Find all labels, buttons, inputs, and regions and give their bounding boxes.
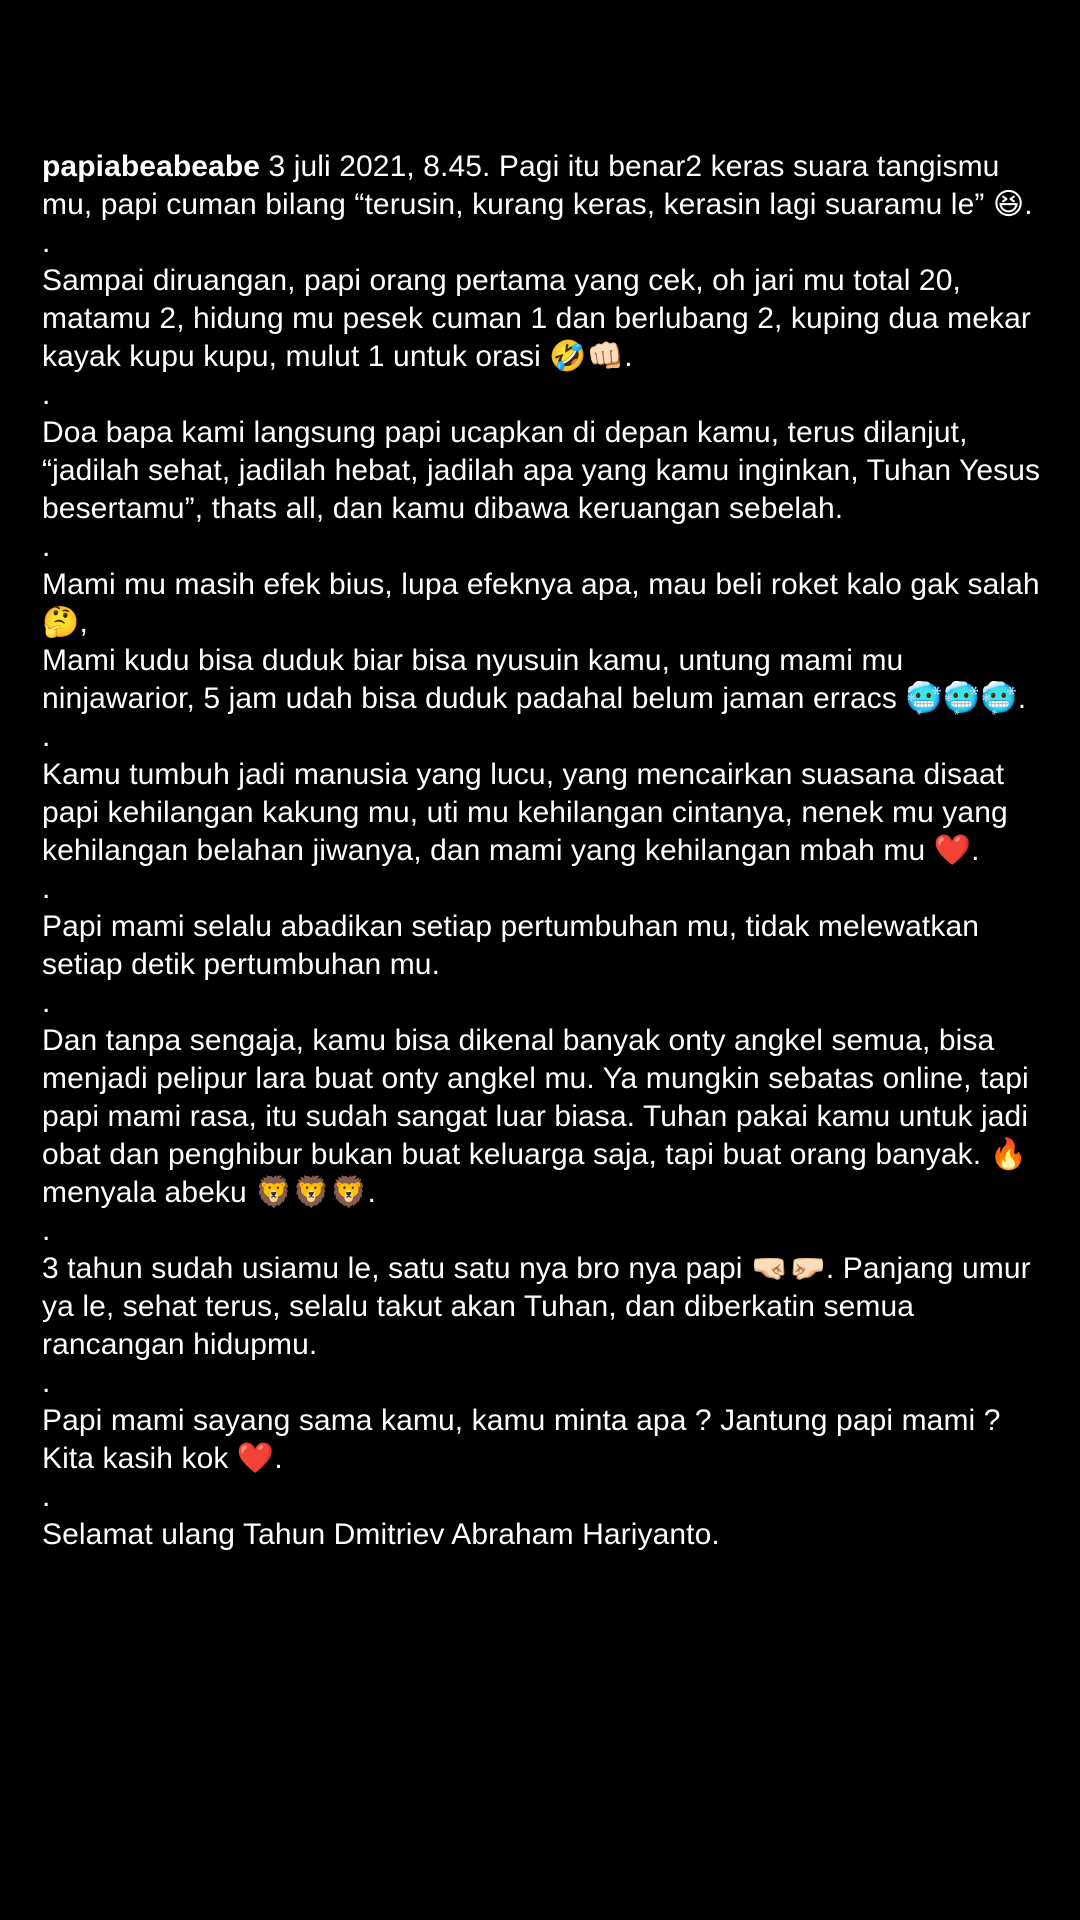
caption-paragraph: Selamat ulang Tahun Dmitriev Abraham Hariyanto. [42, 1518, 720, 1551]
caption-separator: . [42, 530, 51, 563]
caption-paragraph-1 [42, 148, 1042, 224]
caption-paragraph: Papi mami selalu abadikan setiap pertumbuhan mu, tidak melewatkan setiap detik pertumbuhan mu. [42, 910, 980, 981]
caption-separator: . [42, 1214, 51, 1247]
caption-separator: . [42, 872, 51, 905]
caption-paragraph: Sampai diruangan, papi orang pertama yang cek, oh jari mu total 20, matamu 2, hidung mu pesek cuman 1 dan berlubang 2, kuping dua mekar kayak kupu kupu, mulut 1 untuk orasi 🤣👊🏻. [42, 264, 1031, 373]
caption-separator: . [42, 378, 51, 411]
caption-paragraph: 3 tahun sudah usiamu le, satu satu nya bro nya papi 🤜🏻🤛🏻. Panjang umur ya le, sehat terus, selalu takut akan Tuhan, dan diberkatin semua rancangan hidupmu. [42, 1252, 1031, 1361]
caption-paragraph: Doa bapa kami langsung papi ucapkan di depan kamu, terus dilanjut, “jadilah sehat, jadilah hebat, jadilah apa yang kamu inginkan, Tuhan Yesus besertamu”, thats all, dan kamu dibawa keruangan sebelah. [42, 416, 1041, 525]
caption-separator: . [42, 1366, 51, 1399]
username-link[interactable]: papiabeabeabe [42, 150, 261, 183]
caption-separator: . [42, 986, 51, 1019]
post-caption [42, 148, 1042, 1554]
caption-paragraph: Kamu tumbuh jadi manusia yang lucu, yang mencairkan suasana disaat papi kehilangan kakung mu, uti mu kehilangan cintanya, nenek mu yang kehilangan belahan jiwanya, dan mami yang kehilangan mbah mu ❤️. [42, 758, 1008, 867]
caption-separator: . [42, 1480, 51, 1513]
caption-paragraph: Mami mu masih efek bius, lupa efeknya apa, mau beli roket kalo gak salah 🤔, [42, 568, 1040, 639]
caption-paragraph: Papi mami sayang sama kamu, kamu minta apa ? Jantung papi mami ? Kita kasih kok ❤️. [42, 1404, 1001, 1475]
caption-separator: . [42, 226, 51, 259]
caption-paragraph: Dan tanpa sengaja, kamu bisa dikenal banyak onty angkel semua, bisa menjadi pelipur lara buat onty angkel mu. Ya mungkin sebatas online, tapi papi mami rasa, itu sudah sangat luar biasa. Tuhan pakai kamu untuk jadi obat dan penghibur bukan buat keluarga saja, tapi buat orang banyak. 🔥 menyala abeku 🦁🦁🦁. [42, 1024, 1029, 1209]
caption-separator: . [42, 720, 51, 753]
caption-text: 3 juli 2021, 8.45. Pagi itu benar2 keras suara tangismu mu, papi cuman bilang “terusin, kurang keras, kerasin lagi suaramu le” 😆. [42, 150, 1033, 221]
caption-paragraph: Mami kudu bisa duduk biar bisa nyusuin kamu, untung mami mu ninjawarior, 5 jam udah bisa duduk padahal belum jaman erracs 🥶🥶🥶. [42, 644, 1027, 715]
